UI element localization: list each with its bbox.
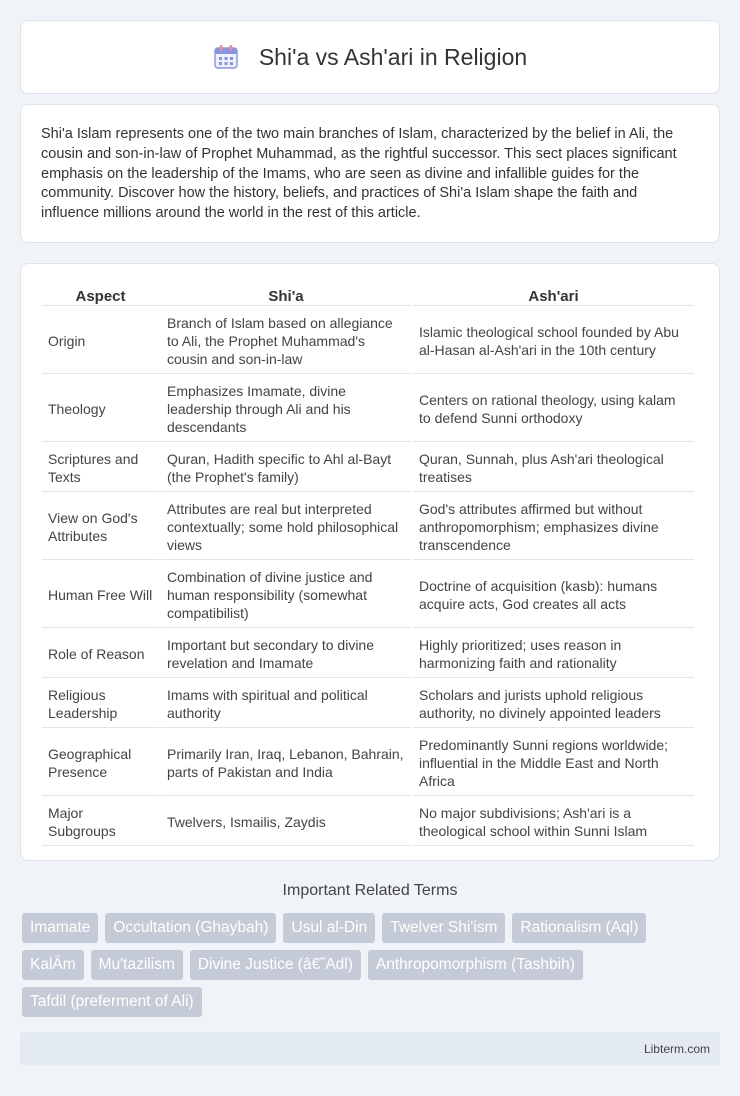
table-cell: Emphasizes Imamate, divine leadership through Ali and his descendants — [161, 376, 411, 442]
table-row — [42, 680, 694, 728]
table-cell: Imams with spiritual and political authority — [161, 680, 411, 728]
table-cell: Theology — [42, 376, 159, 442]
term-tag[interactable]: Mu'tazilism — [91, 950, 183, 980]
footer-site-link[interactable]: Libterm.com — [643, 1042, 710, 1056]
term-tag[interactable]: Twelver Shi'ism — [382, 913, 505, 943]
table-cell: Quran, Hadith specific to Ahl al-Bayt (the Prophet's family) — [161, 444, 411, 492]
table-cell: Centers on rational theology, using kalam to defend Sunni orthodoxy — [413, 376, 694, 442]
table-cell: Scholars and jurists uphold religious authority, no divinely appointed leaders — [413, 680, 694, 728]
related-terms-list — [22, 913, 722, 1024]
term-tag[interactable]: Occultation (Ghaybah) — [105, 913, 276, 943]
table-cell: Attributes are real but interpreted contextually; some hold philosophical views — [161, 494, 411, 560]
table-cell: Predominantly Sunni regions worldwide; influential in the Middle East and North Africa — [413, 730, 694, 796]
term-tag[interactable]: Imamate — [22, 913, 98, 943]
table-row — [42, 376, 694, 442]
table-row — [42, 308, 694, 374]
related-terms-title: Important Related Terms — [282, 882, 458, 899]
table-cell: Religious Leadership — [42, 680, 159, 728]
header-aspect: Aspect — [42, 284, 159, 306]
footer — [20, 1032, 720, 1065]
table-cell: Highly prioritized; uses reason in harmonizing faith and rationality — [413, 630, 694, 678]
calendar-icon — [213, 44, 239, 70]
table-cell: No major subdivisions; Ash'ari is a theological school within Sunni Islam — [413, 798, 694, 846]
term-tag[interactable]: Tafdil (preferment of Ali) — [22, 987, 202, 1017]
table-row — [42, 494, 694, 560]
table-cell: Islamic theological school founded by Abu al-Hasan al-Ash'ari in the 10th century — [413, 308, 694, 374]
header-shia: Shi'a — [161, 284, 411, 306]
table-cell: Combination of divine justice and human responsibility (somewhat compatibilist) — [161, 562, 411, 628]
header-card — [20, 20, 720, 94]
table-cell: God's attributes affirmed but without anthropomorphism; emphasizes divine transcendence — [413, 494, 694, 560]
table-cell: Human Free Will — [42, 562, 159, 628]
intro-card — [20, 104, 720, 243]
table-row — [42, 730, 694, 796]
table-row — [42, 630, 694, 678]
term-tag[interactable]: Usul al-Din — [283, 913, 375, 943]
table-cell: Origin — [42, 308, 159, 374]
table-cell: Primarily Iran, Iraq, Lebanon, Bahrain, parts of Pakistan and India — [161, 730, 411, 796]
comparison-table — [40, 282, 696, 848]
table-cell: Scriptures and Texts — [42, 444, 159, 492]
term-tag[interactable]: Anthropomorphism (Tashbih) — [368, 950, 583, 980]
term-tag[interactable]: Rationalism (Aql) — [512, 913, 646, 943]
table-row — [42, 444, 694, 492]
comparison-card — [20, 263, 720, 861]
table-cell: Twelvers, Ismailis, Zaydis — [161, 798, 411, 846]
table-cell: Role of Reason — [42, 630, 159, 678]
term-tag[interactable]: Divine Justice (â€˜Adl) — [190, 950, 361, 980]
table-row — [42, 562, 694, 628]
term-tag[interactable]: KalÄm — [22, 950, 84, 980]
table-cell: Important but secondary to divine revelation and Imamate — [161, 630, 411, 678]
header-ashari: Ash'ari — [413, 284, 694, 306]
intro-text: Shi'a Islam represents one of the two main branches of Islam, characterized by the belief in Ali, the cousin and son-in-law of Prophet Muhammad, as the rightful successor. This sect places significant emphasis on the leadership of the Imams, who are seen as divine and infallible guides for the community. Discover how the history, beliefs, and practices of Shi'a Islam shape the faith and influence millions around the world in the rest of this article. — [41, 126, 677, 222]
table-cell: Major Subgroups — [42, 798, 159, 846]
table-cell: Doctrine of acquisition (kasb): humans acquire acts, God creates all acts — [413, 562, 694, 628]
table-cell: Quran, Sunnah, plus Ash'ari theological treatises — [413, 444, 694, 492]
table-row — [42, 798, 694, 846]
table-cell: Geographical Presence — [42, 730, 159, 796]
table-cell: Branch of Islam based on allegiance to Ali, the Prophet Muhammad's cousin and son-in-law — [161, 308, 411, 374]
table-header-row — [42, 284, 694, 306]
page-title: Shi'a vs Ash'ari in Religion — [258, 43, 528, 70]
table-cell: View on God's Attributes — [42, 494, 159, 560]
